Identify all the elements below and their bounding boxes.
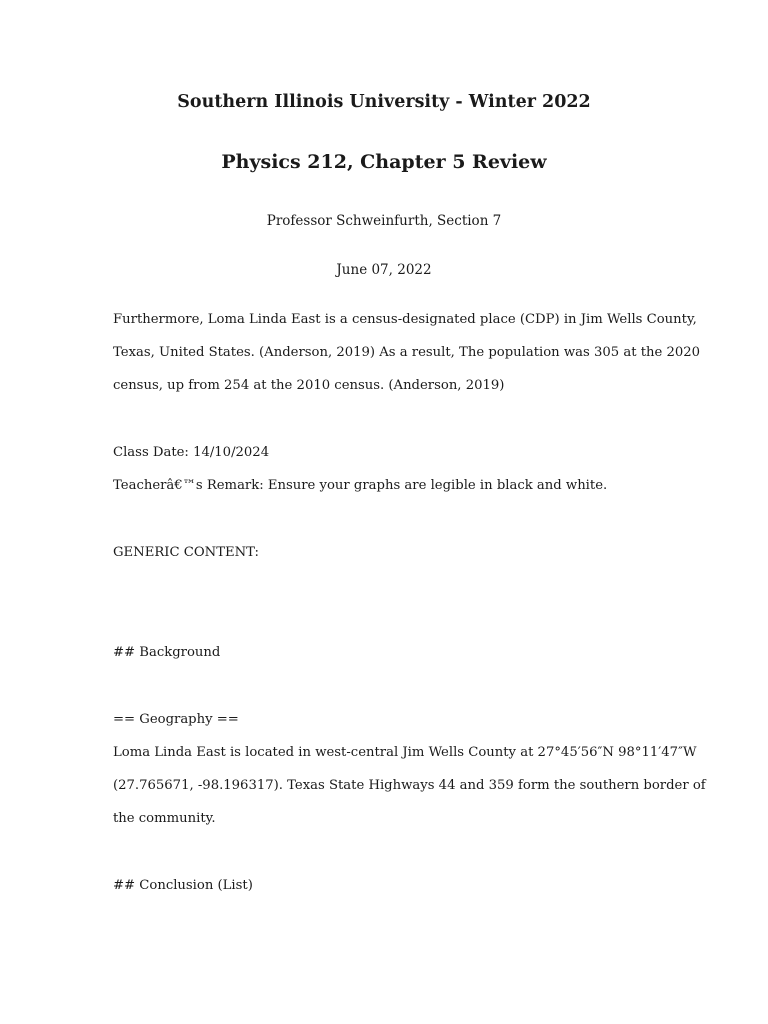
background-heading: ## Background xyxy=(113,645,221,660)
document-date: June 07, 2022 xyxy=(336,262,432,278)
intro-paragraph-line: census, up from 254 at the 2010 census. (Anderson, 2019) xyxy=(113,378,505,393)
geography-paragraph-line: Loma Linda East is located in west-central Jim Wells County at 27°45′56″N 98°11′47″W xyxy=(113,745,697,760)
institution-heading: Southern Illinois University - Winter 2022 xyxy=(177,92,591,112)
intro-paragraph-line: Texas, United States. (Anderson, 2019) As a result, The population was 305 at the 2020 xyxy=(113,345,701,360)
teacher-remark: Teacherâ€™s Remark: Ensure your graphs are legible in black and white. xyxy=(113,478,608,493)
geography-paragraph-line: the community. xyxy=(113,811,216,826)
course-title: Physics 212, Chapter 5 Review xyxy=(221,151,547,173)
professor-line: Professor Schweinfurth, Section 7 xyxy=(266,213,502,229)
geography-heading: == Geography == xyxy=(113,712,239,727)
geography-paragraph-line: (27.765671, -98.196317). Texas State Highways 44 and 359 form the southern border of xyxy=(113,778,706,793)
class-date: Class Date: 14/10/2024 xyxy=(113,445,270,460)
conclusion-heading: ## Conclusion (List) xyxy=(113,878,253,893)
intro-paragraph-line: Furthermore, Loma Linda East is a census-designated place (CDP) in Jim Wells County, xyxy=(113,312,697,327)
generic-content-label: GENERIC CONTENT: xyxy=(113,545,259,560)
